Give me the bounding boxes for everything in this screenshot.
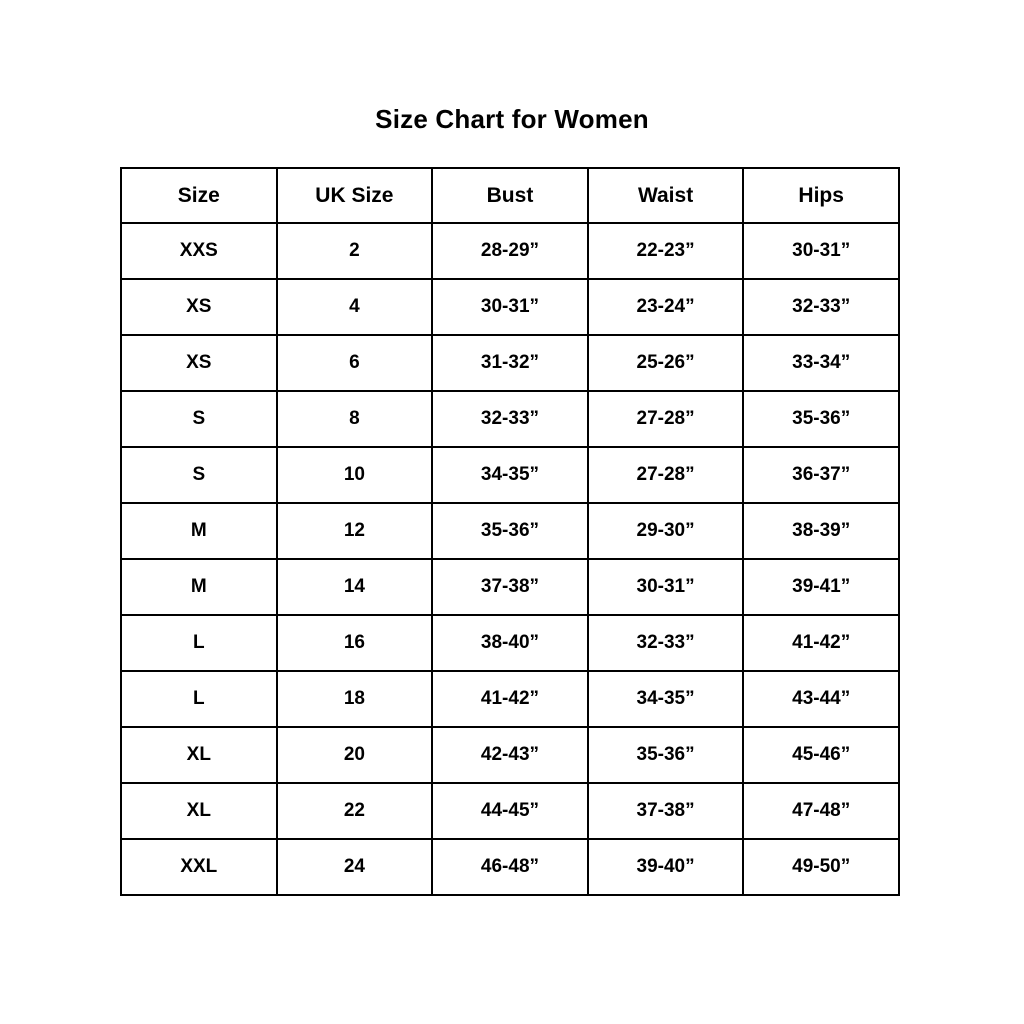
table-body xyxy=(121,223,899,895)
table-cell: L xyxy=(121,615,277,671)
table-cell: M xyxy=(121,503,277,559)
table-cell: XS xyxy=(121,279,277,335)
table-cell: 43-44” xyxy=(743,671,899,727)
size-chart-table xyxy=(120,167,900,896)
table-cell: 34-35” xyxy=(588,671,744,727)
table-cell: 24 xyxy=(277,839,433,895)
header-hips: Hips xyxy=(743,168,899,223)
table-cell: 39-41” xyxy=(743,559,899,615)
table-cell: 41-42” xyxy=(743,615,899,671)
table-cell: XXL xyxy=(121,839,277,895)
table-row xyxy=(121,503,899,559)
table-cell: 30-31” xyxy=(432,279,588,335)
table-row xyxy=(121,447,899,503)
table-cell: 42-43” xyxy=(432,727,588,783)
table-cell: 25-26” xyxy=(588,335,744,391)
table-cell: 22 xyxy=(277,783,433,839)
header-uk-size: UK Size xyxy=(277,168,433,223)
table-cell: 34-35” xyxy=(432,447,588,503)
table-cell: 37-38” xyxy=(588,783,744,839)
table-cell: 38-40” xyxy=(432,615,588,671)
table-cell: 35-36” xyxy=(743,391,899,447)
table-row xyxy=(121,783,899,839)
table-row xyxy=(121,391,899,447)
table-cell: 16 xyxy=(277,615,433,671)
table-cell: 8 xyxy=(277,391,433,447)
table-cell: 33-34” xyxy=(743,335,899,391)
page-title: Size Chart for Women xyxy=(375,104,649,134)
table-cell: 31-32” xyxy=(432,335,588,391)
table-cell: XL xyxy=(121,727,277,783)
table-row xyxy=(121,279,899,335)
header-row xyxy=(121,168,899,223)
table-cell: 6 xyxy=(277,335,433,391)
table-cell: 18 xyxy=(277,671,433,727)
table-cell: XL xyxy=(121,783,277,839)
table-cell: 2 xyxy=(277,223,433,279)
header-waist: Waist xyxy=(588,168,744,223)
table-row xyxy=(121,223,899,279)
table-cell: S xyxy=(121,447,277,503)
table-row xyxy=(121,671,899,727)
table-cell: 14 xyxy=(277,559,433,615)
table-cell: 44-45” xyxy=(432,783,588,839)
table-row xyxy=(121,839,899,895)
table-cell: 32-33” xyxy=(743,279,899,335)
table-cell: 30-31” xyxy=(743,223,899,279)
table-cell: 28-29” xyxy=(432,223,588,279)
table-cell: M xyxy=(121,559,277,615)
table-cell: 27-28” xyxy=(588,447,744,503)
table-cell: L xyxy=(121,671,277,727)
table-cell: 45-46” xyxy=(743,727,899,783)
table-cell: 10 xyxy=(277,447,433,503)
table-cell: 47-48” xyxy=(743,783,899,839)
table-cell: 49-50” xyxy=(743,839,899,895)
table-cell: 20 xyxy=(277,727,433,783)
table-cell: 41-42” xyxy=(432,671,588,727)
table-cell: XXS xyxy=(121,223,277,279)
table-cell: 23-24” xyxy=(588,279,744,335)
table-cell: 36-37” xyxy=(743,447,899,503)
table-row xyxy=(121,727,899,783)
table-row xyxy=(121,615,899,671)
table-row xyxy=(121,559,899,615)
table-cell: 29-30” xyxy=(588,503,744,559)
table-cell: 12 xyxy=(277,503,433,559)
table-cell: 4 xyxy=(277,279,433,335)
header-bust: Bust xyxy=(432,168,588,223)
table-cell: 46-48” xyxy=(432,839,588,895)
table-row xyxy=(121,335,899,391)
table-cell: 22-23” xyxy=(588,223,744,279)
table-cell: 30-31” xyxy=(588,559,744,615)
table-cell: 27-28” xyxy=(588,391,744,447)
table-cell: 39-40” xyxy=(588,839,744,895)
table-cell: 35-36” xyxy=(588,727,744,783)
table-cell: XS xyxy=(121,335,277,391)
table-cell: 37-38” xyxy=(432,559,588,615)
table-cell: 32-33” xyxy=(432,391,588,447)
header-size: Size xyxy=(121,168,277,223)
table-cell: 35-36” xyxy=(432,503,588,559)
table-cell: S xyxy=(121,391,277,447)
table-header xyxy=(121,168,899,223)
table-cell: 38-39” xyxy=(743,503,899,559)
table-cell: 32-33” xyxy=(588,615,744,671)
